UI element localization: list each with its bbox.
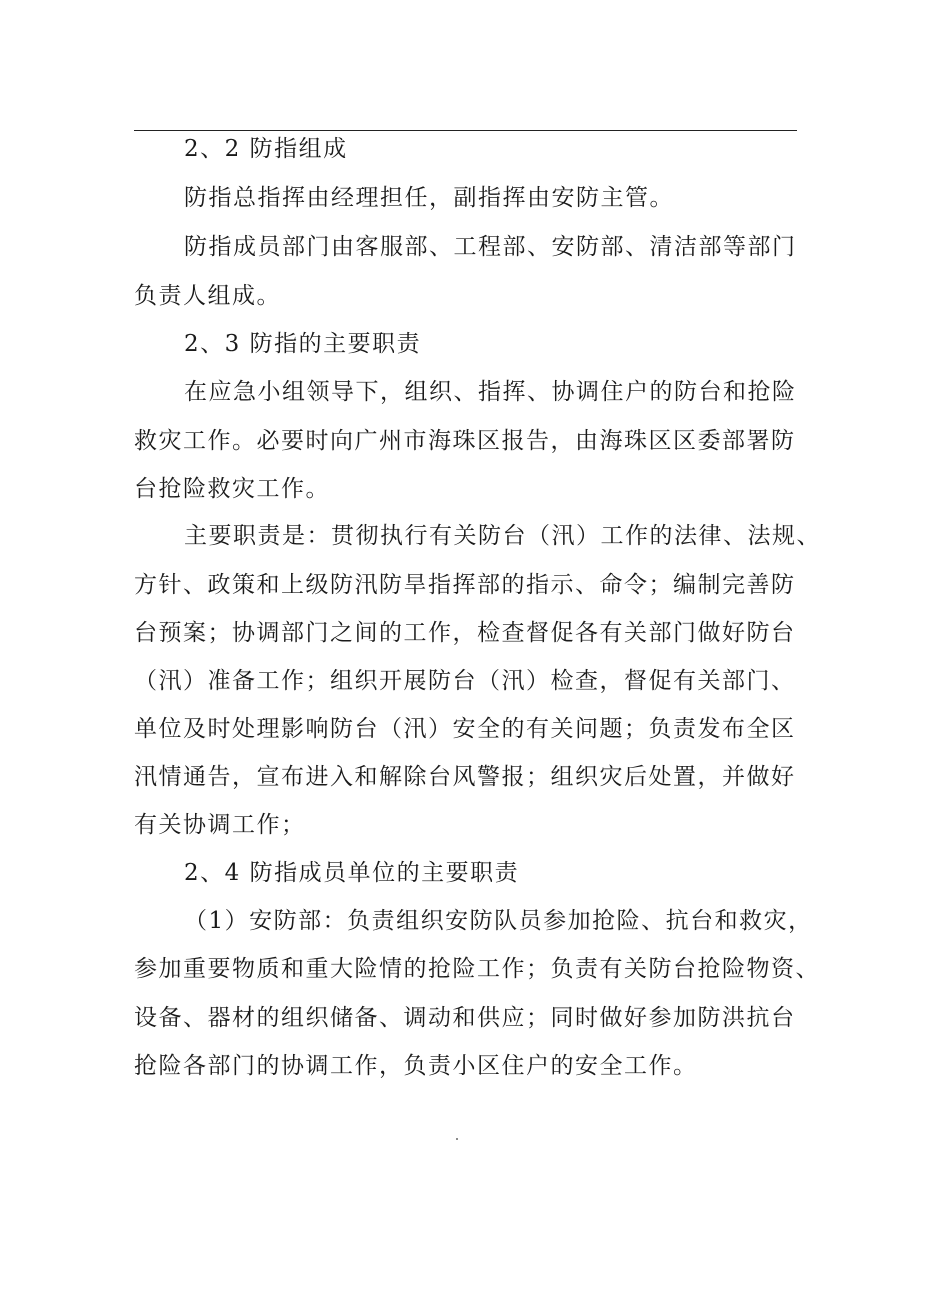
paragraph-line: 参加重要物质和重大险情的抢险工作；负责有关防台抢险物资、 [134,956,820,982]
paragraph-line: 防指成员部门由客服部、工程部、安防部、清洁部等部门 [184,234,797,260]
heading-2-4: 2、4 防指成员单位的主要职责 [184,860,520,886]
paragraph-line: 抢险各部门的协调工作，负责小区住户的安全工作。 [134,1053,698,1079]
paragraph-line: 防指总指挥由经理担任，副指挥由安防主管。 [184,185,674,211]
paragraph-line: （1）安防部：负责组织安防队员参加抢险、抗台和救灾， [184,908,813,934]
paragraph-line: 负责人组成。 [134,283,281,309]
paragraph-line: 救灾工作。必要时向广州市海珠区报告，由海珠区区委部署防 [134,428,796,454]
paragraph-line: 方针、政策和上级防汛防旱指挥部的指示、命令；编制完善防 [134,572,796,598]
paragraph-line: 设备、器材的组织储备、调动和供应；同时做好参加防洪抗台 [134,1005,796,1031]
page-marker-dot [456,1138,458,1140]
paragraph-line: 台抢险救灾工作。 [134,476,330,502]
paragraph-line: 单位及时处理影响防台（汛）安全的有关问题；负责发布全区 [134,716,796,742]
paragraph-line: （汛）准备工作；组织开展防台（汛）检查，督促有关部门、 [134,668,796,694]
paragraph-line: 汛情通告，宣布进入和解除台风警报；组织灾后处置，并做好 [134,764,796,790]
paragraph-line: 台预案；协调部门之间的工作，检查督促各有关部门做好防台 [134,620,796,646]
paragraph-line: 在应急小组领导下，组织、指挥、协调住户的防台和抢险 [184,379,797,405]
paragraph-line: 有关协调工作； [134,812,306,838]
header-rule [134,130,797,131]
paragraph-line: 主要职责是：贯彻执行有关防台（汛）工作的法律、法规、 [184,523,821,549]
heading-2-3: 2、3 防指的主要职责 [184,331,422,357]
heading-2-2: 2、2 防指组成 [184,136,348,162]
